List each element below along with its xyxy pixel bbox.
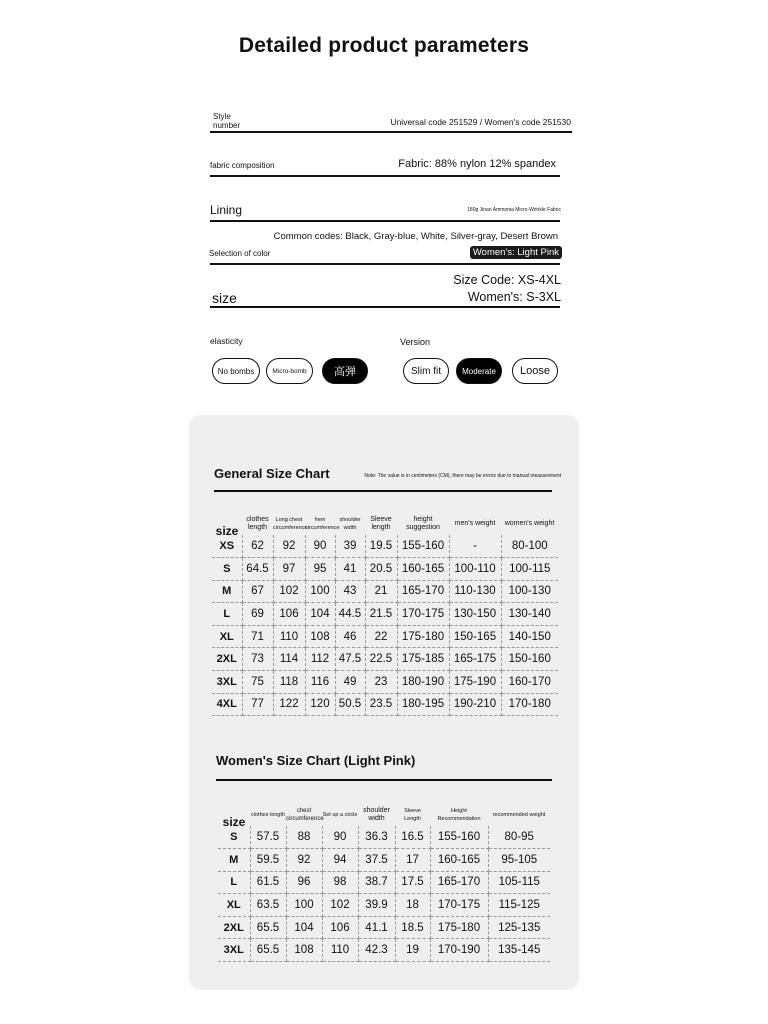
- general-cell: 43: [335, 580, 365, 603]
- women-cell: 41.1: [358, 916, 395, 939]
- women-cell: 16.5: [395, 826, 430, 849]
- style-number-label: Style number: [213, 112, 241, 130]
- women-cell: 36.3: [358, 826, 395, 849]
- w-header-weight: recommended weight: [492, 812, 546, 818]
- general-cell: 150-160: [501, 648, 558, 671]
- general-cell: 67: [242, 580, 273, 603]
- color-common: Common codes: Black, Gray-blue, White, Silver-gray, Desert Brown: [273, 231, 558, 242]
- women-cell: M: [218, 849, 250, 872]
- general-cell: 108: [305, 625, 335, 648]
- general-cell: 170-175: [397, 603, 449, 626]
- lining-value: 180g Jinan Ammonia Micro-Wrinkle Fabric: [467, 207, 561, 213]
- general-cell: 104: [305, 603, 335, 626]
- general-cell: 90: [305, 535, 335, 558]
- general-cell: 140-150: [501, 625, 558, 648]
- elasticity-option-no-bombs[interactable]: No bombs: [212, 358, 260, 384]
- general-cell: 110: [273, 625, 305, 648]
- general-cell: 92: [273, 535, 305, 558]
- general-cell: 21.5: [365, 603, 397, 626]
- general-row: [212, 693, 558, 716]
- women-cell: 90: [322, 826, 358, 849]
- version-option-loose[interactable]: Loose: [512, 358, 558, 384]
- women-cell: 100: [286, 894, 322, 917]
- header-sleeve: Sleeve length: [370, 516, 392, 531]
- women-row: [218, 894, 550, 917]
- women-cell: 96: [286, 871, 322, 894]
- women-row: [218, 871, 550, 894]
- general-cell: 75: [242, 671, 273, 694]
- women-cell: 37.5: [358, 849, 395, 872]
- women-cell: 106: [322, 916, 358, 939]
- general-size-table: [212, 513, 558, 716]
- general-cell: S: [212, 558, 242, 581]
- women-size-table: [218, 804, 550, 962]
- women-cell: 2XL: [218, 916, 250, 939]
- women-cell: 65.5: [250, 939, 286, 962]
- women-cell: 110: [322, 939, 358, 962]
- general-cell: 69: [242, 603, 273, 626]
- general-cell: 175-190: [449, 671, 501, 694]
- women-row: [218, 826, 550, 849]
- women-cell: 19: [395, 939, 430, 962]
- women-cell: 155-160: [430, 826, 488, 849]
- women-cell: 95-105: [488, 849, 550, 872]
- women-cell: 135-145: [488, 939, 550, 962]
- general-cell: -: [449, 535, 501, 558]
- fabric-value: Fabric: 88% nylon 12% spandex: [398, 158, 556, 170]
- general-row: [212, 558, 558, 581]
- general-cell: 150-165: [449, 625, 501, 648]
- w-header-shoulder: shoulder width: [363, 807, 390, 822]
- general-cell: 120: [305, 693, 335, 716]
- women-table-body: [218, 826, 550, 962]
- general-cell: 4XL: [212, 693, 242, 716]
- header-mens-weight: men's weight: [454, 520, 496, 527]
- general-chart-rule: [214, 490, 552, 492]
- fabric-label: fabric composition: [210, 161, 275, 170]
- color-women: Women's: Light Pink: [470, 246, 562, 259]
- general-chart-title: General Size Chart: [214, 466, 330, 481]
- version-option-moderate[interactable]: Moderate: [456, 358, 502, 384]
- header-height: height suggestion: [406, 516, 440, 531]
- general-cell: 62: [242, 535, 273, 558]
- general-chart-note: Note: The value is in centimeters (CM), there may be errors due to manual measurement: [364, 473, 561, 479]
- women-cell: 104: [286, 916, 322, 939]
- w-header-set-circle: Set up a circle: [322, 812, 358, 818]
- general-cell: 23: [365, 671, 397, 694]
- general-cell: 100-115: [501, 558, 558, 581]
- general-cell: 170-180: [501, 693, 558, 716]
- women-row: [218, 939, 550, 962]
- women-cell: 42.3: [358, 939, 395, 962]
- general-row: [212, 625, 558, 648]
- w-header-clothes-length: clothes length: [251, 812, 285, 818]
- general-row: [212, 603, 558, 626]
- general-cell: 80-100: [501, 535, 558, 558]
- general-row: [212, 580, 558, 603]
- size-code: Size Code: XS-4XL: [453, 273, 561, 287]
- version-label: Version: [400, 337, 431, 347]
- header-clothes-length: clothes length: [246, 516, 269, 531]
- general-cell: M: [212, 580, 242, 603]
- women-cell: 65.5: [250, 916, 286, 939]
- women-cell: 18.5: [395, 916, 430, 939]
- general-cell: 100: [305, 580, 335, 603]
- color-label: Selection of color: [209, 249, 271, 258]
- general-cell: 39: [335, 535, 365, 558]
- women-cell: 108: [286, 939, 322, 962]
- general-cell: 2XL: [212, 648, 242, 671]
- women-chart-rule: [216, 779, 552, 781]
- general-cell: 130-140: [501, 603, 558, 626]
- general-cell: 97: [273, 558, 305, 581]
- general-cell: 22.5: [365, 648, 397, 671]
- divider-color: [210, 263, 560, 265]
- general-cell: 112: [305, 648, 335, 671]
- women-cell: 63.5: [250, 894, 286, 917]
- general-cell: 49: [335, 671, 365, 694]
- general-cell: 114: [273, 648, 305, 671]
- general-cell: 100-110: [449, 558, 501, 581]
- lining-label: Lining: [210, 203, 243, 217]
- general-cell: 130-150: [449, 603, 501, 626]
- general-cell: 180-195: [397, 693, 449, 716]
- women-cell: 80-95: [488, 826, 550, 849]
- women-cell: L: [218, 871, 250, 894]
- women-cell: 61.5: [250, 871, 286, 894]
- w-header-height: Height Recommendation: [437, 808, 481, 822]
- general-cell: 20.5: [365, 558, 397, 581]
- general-cell: 165-175: [449, 648, 501, 671]
- divider-style: [210, 131, 572, 133]
- general-cell: 106: [273, 603, 305, 626]
- elasticity-option-micro-bomb[interactable]: Micro-bomb: [266, 358, 313, 384]
- general-cell: 175-185: [397, 648, 449, 671]
- women-cell: XL: [218, 894, 250, 917]
- header-womens-weight: women's weight: [504, 520, 555, 527]
- general-cell: L: [212, 603, 242, 626]
- women-row: [218, 849, 550, 872]
- general-cell: 44.5: [335, 603, 365, 626]
- divider-size: [210, 306, 560, 308]
- women-cell: 57.5: [250, 826, 286, 849]
- general-cell: 95: [305, 558, 335, 581]
- header-shoulder: shoulder width: [339, 517, 361, 531]
- size-women: Women's: S-3XL: [467, 290, 561, 304]
- general-cell: 160-170: [501, 671, 558, 694]
- general-row: [212, 648, 558, 671]
- general-cell: 122: [273, 693, 305, 716]
- header-chest: Long chest circumference: [273, 517, 308, 531]
- general-cell: 50.5: [335, 693, 365, 716]
- women-cell: 3XL: [218, 939, 250, 962]
- general-cell: 47.5: [335, 648, 365, 671]
- general-cell: 180-190: [397, 671, 449, 694]
- header-size: size: [215, 524, 239, 538]
- women-cell: 165-170: [430, 871, 488, 894]
- general-cell: 41: [335, 558, 365, 581]
- women-cell: 125-135: [488, 916, 550, 939]
- general-cell: 64.5: [242, 558, 273, 581]
- general-cell: 116: [305, 671, 335, 694]
- divider-lining: [210, 220, 560, 222]
- general-cell: 21: [365, 580, 397, 603]
- general-cell: 77: [242, 693, 273, 716]
- general-cell: 100-130: [501, 580, 558, 603]
- page-title: Detailed product parameters: [238, 34, 530, 57]
- divider-fabric: [210, 175, 560, 177]
- women-cell: 17.5: [395, 871, 430, 894]
- w-header-chest: chest circumference: [286, 808, 324, 822]
- header-hem: hem circumference: [305, 517, 340, 531]
- women-cell: 17: [395, 849, 430, 872]
- women-cell: 175-180: [430, 916, 488, 939]
- women-row: [218, 916, 550, 939]
- general-cell: 22: [365, 625, 397, 648]
- general-table-body: [212, 535, 558, 716]
- general-cell: 71: [242, 625, 273, 648]
- general-cell: XS: [212, 535, 242, 558]
- size-label: size: [212, 290, 237, 306]
- general-row: [212, 671, 558, 694]
- general-cell: 102: [273, 580, 305, 603]
- general-cell: 118: [273, 671, 305, 694]
- general-cell: 190-210: [449, 693, 501, 716]
- general-cell: 3XL: [212, 671, 242, 694]
- elasticity-option-high[interactable]: 高弹: [322, 358, 368, 384]
- women-cell: 170-190: [430, 939, 488, 962]
- women-cell: 88: [286, 826, 322, 849]
- women-cell: 94: [322, 849, 358, 872]
- general-cell: 23.5: [365, 693, 397, 716]
- general-cell: 165-170: [397, 580, 449, 603]
- women-cell: 39.9: [358, 894, 395, 917]
- women-cell: 102: [322, 894, 358, 917]
- women-cell: 160-165: [430, 849, 488, 872]
- w-header-size: size: [222, 815, 246, 829]
- women-cell: 170-175: [430, 894, 488, 917]
- women-cell: 38.7: [358, 871, 395, 894]
- women-cell: 59.5: [250, 849, 286, 872]
- general-cell: 155-160: [397, 535, 449, 558]
- women-cell: 18: [395, 894, 430, 917]
- women-cell: 105-115: [488, 871, 550, 894]
- women-cell: S: [218, 826, 250, 849]
- women-chart-title: Women's Size Chart (Light Pink): [216, 753, 416, 768]
- general-cell: 46: [335, 625, 365, 648]
- w-header-sleeve: Sleeve Length: [404, 808, 421, 822]
- general-cell: 160-165: [397, 558, 449, 581]
- general-cell: 175-180: [397, 625, 449, 648]
- elasticity-label: elasticity: [210, 336, 243, 346]
- general-cell: 19.5: [365, 535, 397, 558]
- general-cell: 73: [242, 648, 273, 671]
- version-option-slim-fit[interactable]: Slim fit: [403, 358, 449, 384]
- general-row: [212, 535, 558, 558]
- women-cell: 92: [286, 849, 322, 872]
- style-number-value: Universal code 251529 / Women's code 251530: [390, 117, 571, 127]
- women-cell: 115-125: [488, 894, 550, 917]
- general-cell: XL: [212, 625, 242, 648]
- general-cell: 110-130: [449, 580, 501, 603]
- women-cell: 98: [322, 871, 358, 894]
